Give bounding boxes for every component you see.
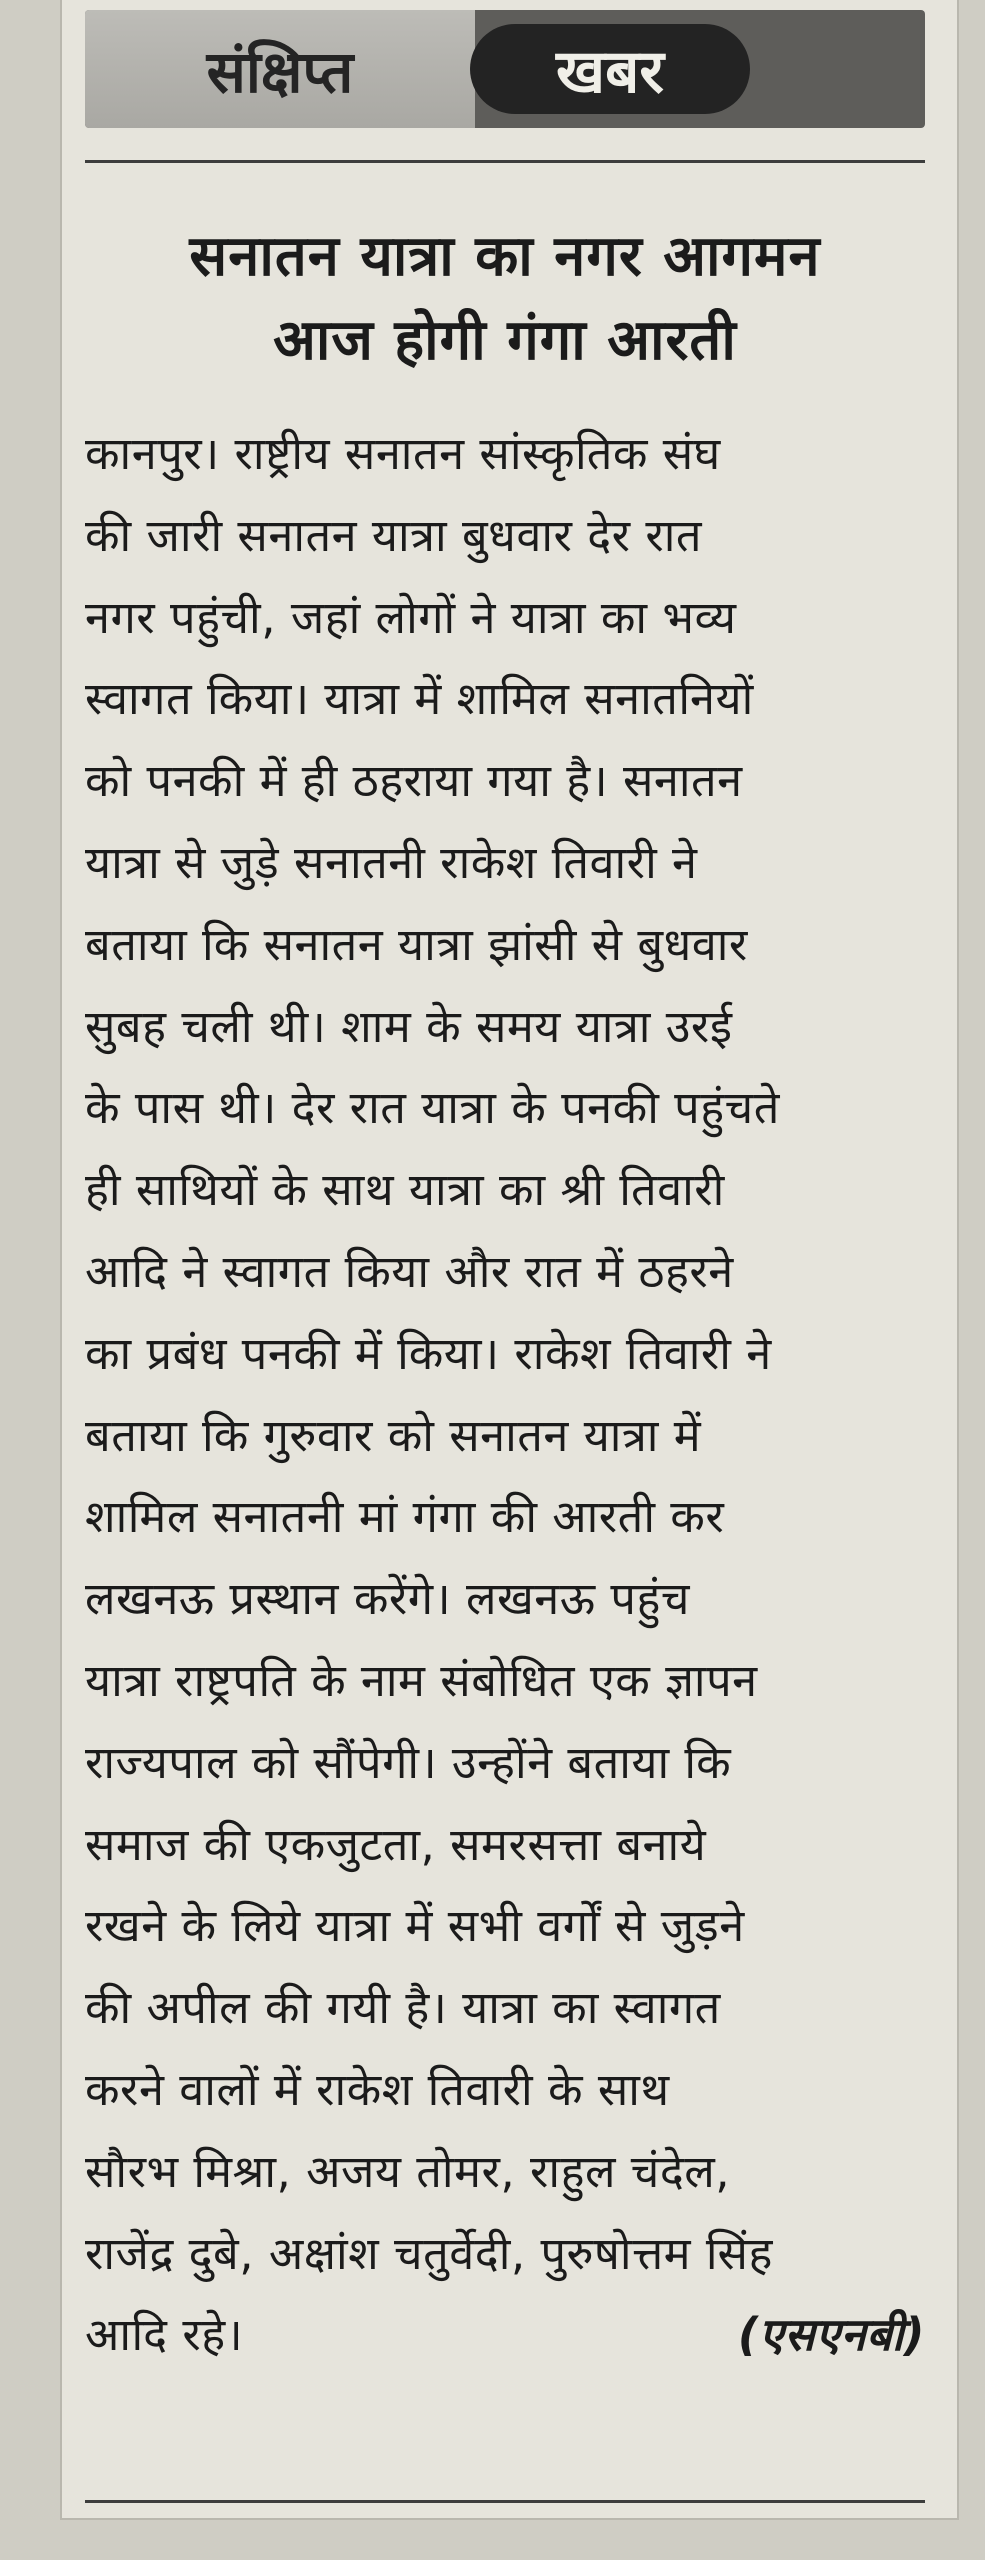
body-line: यात्रा राष्ट्रपति के नाम संबोधित एक ज्ञापन — [85, 1653, 758, 1707]
article-headline — [85, 215, 925, 383]
news-article — [85, 195, 925, 2376]
body-line: शामिल सनातनी मां गंगा की आरती कर — [85, 1490, 725, 1544]
body-line: की अपील की गयी है। यात्रा का स्वागत — [85, 1981, 721, 2035]
section-label: संक्षिप्त — [85, 10, 475, 128]
body-line: नगर पहुंची, जहां लोगों ने यात्रा का भव्य — [85, 590, 737, 644]
body-line: यात्रा से जुड़े सनातनी राकेश तिवारी ने — [85, 835, 698, 889]
body-line: का प्रबंध पनकी में किया। राकेश तिवारी ने — [85, 1326, 772, 1380]
body-line: समाज की एकजुटता, समरसत्ता बनाये — [85, 1817, 707, 1871]
article-last-line — [85, 2294, 925, 2376]
body-line: ही साथियों के साथ यात्रा का श्री तिवारी — [85, 1163, 725, 1217]
section-header — [85, 10, 925, 128]
top-rule — [85, 160, 925, 163]
body-line: राज्यपाल को सौंपेगी। उन्होंने बताया कि — [85, 1735, 732, 1789]
body-line: के पास थी। देर रात यात्रा के पनकी पहुंचते — [85, 1081, 780, 1135]
body-line: कानपुर। राष्ट्रीय सनातन सांस्कृतिक संघ — [85, 427, 721, 480]
body-line: सुबह चली थी। शाम के समय यात्रा उरई — [85, 999, 733, 1053]
headline-line-2: आज होगी गंगा आरती — [273, 308, 737, 373]
body-line: स्वागत किया। यात्रा में शामिल सनातनियों — [85, 672, 754, 726]
body-line: को पनकी में ही ठहराया गया है। सनातन — [85, 754, 743, 808]
section-pill-label: खबर — [470, 24, 750, 114]
body-line: बताया कि सनातन यात्रा झांसी से बुधवार — [85, 917, 748, 971]
bottom-rule — [85, 2500, 925, 2503]
body-line: आदि ने स्वागत किया और रात में ठहरने — [85, 1244, 734, 1298]
body-line: की जारी सनातन यात्रा बुधवार देर रात — [85, 508, 703, 562]
body-line: करने वालों में राकेश तिवारी के साथ — [85, 2062, 670, 2116]
article-body — [85, 413, 925, 2294]
body-line: सौरभ मिश्रा, अजय तोमर, राहुल चंदेल, — [85, 2144, 731, 2198]
body-line: राजेंद्र दुबे, अक्षांश चतुर्वेदी, पुरुषोत्तम सिंह — [85, 2226, 773, 2280]
source-credit: (एसएनबी) — [737, 2308, 925, 2362]
body-line: लखनऊ प्रस्थान करेंगे। लखनऊ पहुंच — [85, 1572, 690, 1626]
body-line: बताया कि गुरुवार को सनातन यात्रा में — [85, 1408, 702, 1462]
headline-line-1: सनातन यात्रा का नगर आगमन — [189, 224, 821, 289]
closing-text: आदि रहे। — [85, 2308, 244, 2362]
body-line: रखने के लिये यात्रा में सभी वर्गों से जुड़ने — [85, 1899, 745, 1953]
